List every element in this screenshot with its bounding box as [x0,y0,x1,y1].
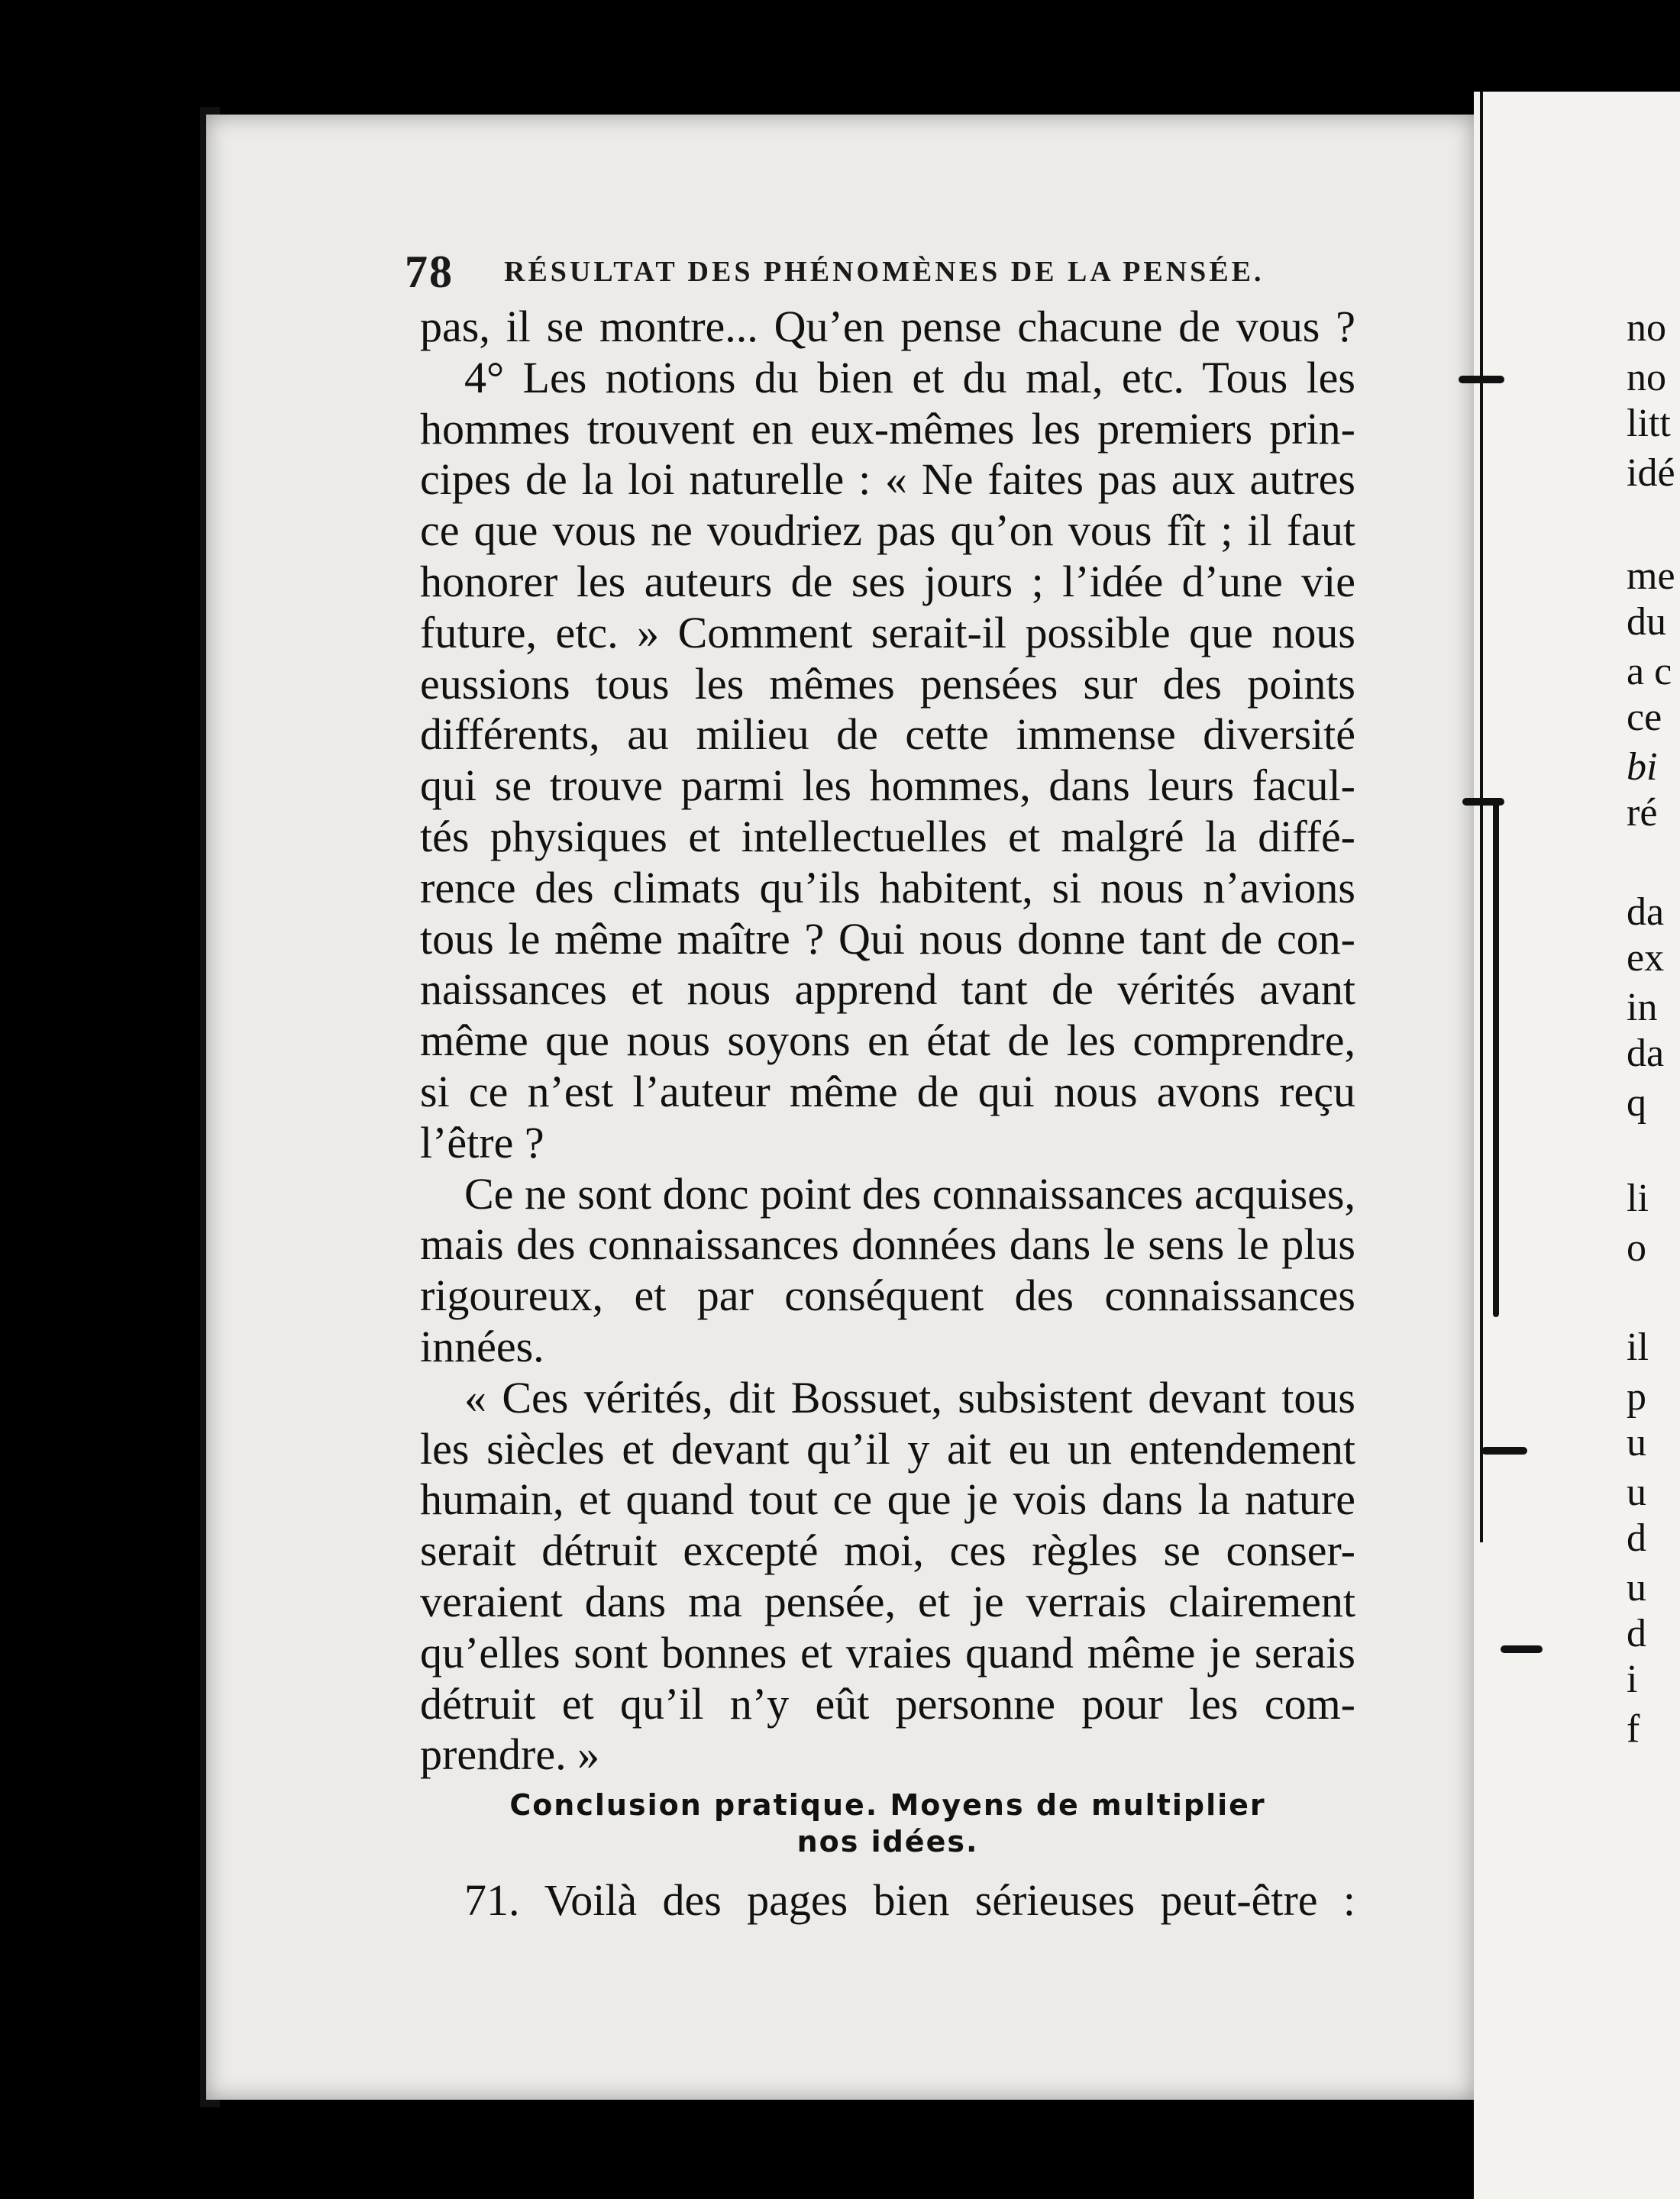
text-line: ce que vous ne voudriez pas qu’on vous fît ; il faut [420,505,1355,556]
right-page-fragment: u [1627,1421,1646,1464]
right-page-fragment: a c [1627,650,1672,693]
text-line: cipes de la loi naturelle : « Ne faites pas aux autres [420,454,1355,505]
text-line: qu’elles sont bonnes et vraies quand même je serais [420,1627,1355,1678]
text-line: pas, il se montre... Qu’en pense chacune de vous ? [420,302,1355,351]
body-text [420,302,1355,1926]
text-line: hommes trouvent en eux-mêmes les premiers prin- [420,403,1355,454]
right-page-fragment: ré [1627,791,1658,835]
right-page-fragment: da [1627,1032,1665,1075]
text-line: humain, et quand tout ce que je vois dans la nature [420,1474,1355,1525]
right-page-fragment: ce [1627,696,1662,739]
text-line: tés physiques et intellectuelles et malgré la diffé- [420,811,1355,861]
right-page-fragment: li [1627,1177,1649,1220]
right-page-fragment: i [1627,1658,1638,1701]
text-line: différents, au milieu de cette immense diversité [420,709,1355,760]
text-line: les siècles et devant qu’il y ait eu un entendement [420,1423,1355,1474]
right-page-fragment: u [1627,1471,1646,1514]
text-line: qui se trouve parmi les hommes, dans leurs facul- [420,760,1355,811]
gutter-mark [1481,1447,1527,1455]
text-line: serait détruit excepté moi, ces règles se conser- [420,1526,1355,1576]
text-line: future, etc. » Comment serait-il possible que nous [420,607,1355,657]
right-page-fragment: idé [1627,451,1675,495]
text-line: 71. Voilà des pages bien sérieuses peut-être : [464,1875,1355,1926]
text-line: si ce n’est l’auteur même de qui nous avons reçu [420,1066,1355,1116]
gutter-mark [1501,1645,1543,1653]
text-line: même que nous soyons en état de les comprendre, [420,1016,1355,1066]
right-page-fragment: d [1627,1612,1646,1655]
running-title: RÉSULTAT DES PHÉNOMÈNES DE LA PENSÉE. [504,256,1265,288]
running-head [405,246,1367,297]
right-page-fragment: q [1627,1081,1646,1125]
text-line: l’être ? [420,1117,544,1167]
right-page-fragment: ex [1627,936,1665,980]
text-line: veraient dans ma pensée, et je verrais clairement [420,1576,1355,1626]
right-page-fragment: me [1627,554,1675,598]
right-page-fragment: in [1627,986,1658,1029]
text-line: Ce ne sont donc point des connaissances acquises, [464,1168,1355,1219]
gutter-line [1480,92,1483,1542]
right-page-fragment: d [1627,1516,1646,1560]
section-heading-continued: nos idées. [796,1825,979,1859]
text-line: mais des connaissances données dans le sens le plus [420,1219,1355,1270]
right-page-fragment: il [1627,1326,1649,1369]
right-page-fragment: p [1627,1375,1646,1419]
right-page-fragment: da [1627,890,1665,934]
right-page-fragment: litt [1627,402,1671,445]
right-page-fragment: du [1627,600,1666,644]
right-page-fragment: f [1627,1707,1640,1751]
gutter-mark [1459,376,1504,383]
text-line: rence des climats qu’ils habitent, si nous n’avions [420,862,1355,912]
right-page-fragment: no [1627,356,1666,399]
text-line: « Ces vérités, dit Bossuet, subsistent devant tous [464,1372,1355,1422]
text-line: innées. [420,1321,544,1371]
text-line: détruit et qu’il n’y eût personne pour les com- [420,1678,1355,1729]
gutter-thread [1493,798,1499,1317]
section-heading: Conclusion pratique. Moyens de multiplier [509,1788,1266,1823]
right-page-fragment: u [1627,1566,1646,1610]
right-page-fragment: no [1627,306,1666,350]
text-line: tous le même maître ? Qui nous donne tant de con- [420,913,1355,964]
text-line: 4° Les notions du bien et du mal, etc. Tous les [464,352,1355,402]
text-line: prendre. » [420,1729,600,1780]
text-line: honorer les auteurs de ses jours ; l’idée d’une vie [420,556,1355,606]
text-line: naissances et nous apprend tant de vérités avant [420,964,1355,1015]
text-line: rigoureux, et par conséquent des connaissances [420,1271,1355,1321]
text-line: eussions tous les mêmes pensées sur des points [420,658,1355,709]
page-number: 78 [405,247,454,297]
right-page-fragment: o [1627,1226,1646,1270]
right-page-fragment: bi [1627,745,1658,789]
